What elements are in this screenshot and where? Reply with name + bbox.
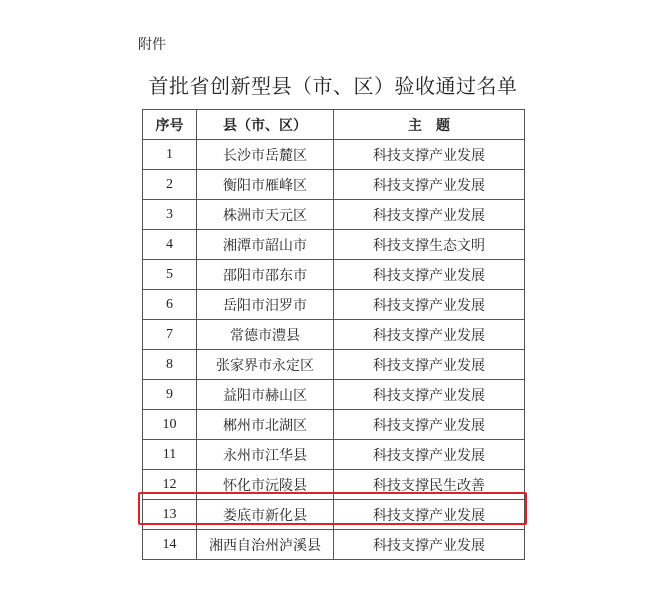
table-row	[143, 290, 525, 320]
cell-seq: 11	[143, 440, 197, 470]
attachment-label: 附件	[138, 37, 166, 53]
cell-county: 怀化市沅陵县	[197, 470, 334, 500]
cell-theme: 科技支撑产业发展	[334, 410, 525, 440]
cell-county: 衡阳市雁峰区	[197, 170, 334, 200]
cell-seq: 7	[143, 320, 197, 350]
cell-seq: 3	[143, 200, 197, 230]
cell-seq: 14	[143, 530, 197, 560]
cell-seq: 4	[143, 230, 197, 260]
cell-theme: 科技支撑产业发展	[334, 530, 525, 560]
cell-county: 湘西自治州泸溪县	[197, 530, 334, 560]
cell-county: 岳阳市汨罗市	[197, 290, 334, 320]
cell-county: 常德市澧县	[197, 320, 334, 350]
cell-theme: 科技支撑民生改善	[334, 470, 525, 500]
table-row	[143, 320, 525, 350]
cell-seq: 8	[143, 350, 197, 380]
cell-county: 长沙市岳麓区	[197, 140, 334, 170]
table-row	[143, 140, 525, 170]
document-title: 首批省创新型县（市、区）验收通过名单	[148, 74, 518, 98]
approval-list-table	[142, 109, 525, 560]
cell-seq: 9	[143, 380, 197, 410]
table-row	[143, 530, 525, 560]
cell-theme: 科技支撑产业发展	[334, 350, 525, 380]
cell-theme: 科技支撑产业发展	[334, 380, 525, 410]
cell-county: 永州市江华县	[197, 440, 334, 470]
table-row	[143, 260, 525, 290]
cell-county: 张家界市永定区	[197, 350, 334, 380]
cell-seq: 5	[143, 260, 197, 290]
table-row	[143, 350, 525, 380]
table-row	[143, 170, 525, 200]
cell-seq: 12	[143, 470, 197, 500]
table-row	[143, 470, 525, 500]
cell-seq: 13	[143, 500, 197, 530]
cell-seq: 1	[143, 140, 197, 170]
header-county: 县（市、区）	[197, 110, 334, 140]
cell-seq: 2	[143, 170, 197, 200]
cell-county: 株洲市天元区	[197, 200, 334, 230]
cell-theme: 科技支撑产业发展	[334, 500, 525, 530]
cell-theme: 科技支撑产业发展	[334, 140, 525, 170]
cell-seq: 10	[143, 410, 197, 440]
cell-theme: 科技支撑产业发展	[334, 170, 525, 200]
table-row	[143, 380, 525, 410]
table-header-row	[143, 110, 525, 140]
cell-county: 湘潭市韶山市	[197, 230, 334, 260]
cell-county: 邵阳市邵东市	[197, 260, 334, 290]
cell-theme: 科技支撑产业发展	[334, 290, 525, 320]
cell-theme: 科技支撑生态文明	[334, 230, 525, 260]
cell-theme: 科技支撑产业发展	[334, 260, 525, 290]
header-seq: 序号	[143, 110, 197, 140]
table-row-highlighted	[143, 500, 525, 530]
cell-theme: 科技支撑产业发展	[334, 440, 525, 470]
table-row	[143, 200, 525, 230]
cell-theme: 科技支撑产业发展	[334, 320, 525, 350]
cell-theme: 科技支撑产业发展	[334, 200, 525, 230]
cell-seq: 6	[143, 290, 197, 320]
cell-county: 郴州市北湖区	[197, 410, 334, 440]
header-theme: 主 题	[334, 110, 525, 140]
table-row	[143, 410, 525, 440]
table-row	[143, 440, 525, 470]
table-row	[143, 230, 525, 260]
cell-county: 益阳市赫山区	[197, 380, 334, 410]
cell-county: 娄底市新化县	[197, 500, 334, 530]
